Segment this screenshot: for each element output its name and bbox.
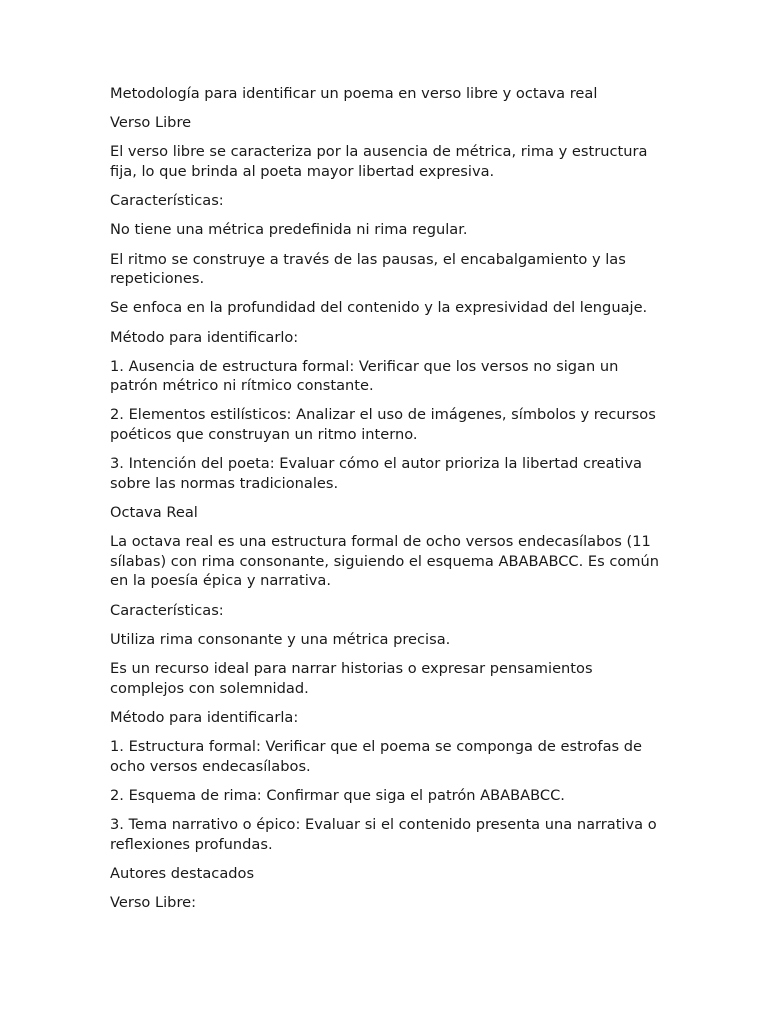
paragraph: Es un recurso ideal para narrar historias o expresar pensamientos complejos con solemnidad.: [110, 659, 593, 697]
list-item: 3. Tema narrativo o épico: Evaluar si el contenido presenta una narrativa o reflexiones profundas.: [110, 815, 657, 853]
document-page: [110, 84, 662, 922]
subheading-metodo: Método para identificarlo:: [110, 328, 299, 346]
subheading-caracteristicas: Características:: [110, 601, 224, 619]
list-item: 2. Esquema de rima: Confirmar que siga el patrón ABABABCC.: [110, 786, 565, 804]
paragraph: No tiene una métrica predefinida ni rima regular.: [110, 221, 468, 239]
paragraph: Se enfoca en la profundidad del contenido y la expresividad del lenguaje.: [110, 299, 648, 317]
section-heading-verso-libre: Verso Libre: [110, 114, 192, 132]
paragraph: El verso libre se caracteriza por la ausencia de métrica, rima y estructura fija, lo que brinda al poeta mayor libertad expresiva.: [110, 143, 648, 180]
list-item: 1. Ausencia de estructura formal: Verificar que los versos no sigan un patrón métrico ni rítmico constante.: [110, 357, 619, 395]
subheading-verso-libre: Verso Libre:: [110, 893, 197, 911]
section-heading-octava-real: Octava Real: [110, 504, 198, 522]
paragraph: Utiliza rima consonante y una métrica precisa.: [110, 630, 451, 648]
subheading-metodo: Método para identificarla:: [110, 708, 299, 726]
paragraph: El ritmo se construye a través de las pausas, el encabalgamiento y las repeticiones.: [110, 250, 626, 288]
section-heading-autores: Autores destacados: [110, 864, 255, 882]
document-title: Metodología para identificar un poema en verso libre y octava real: [110, 85, 598, 102]
list-item: 2. Elementos estilísticos: Analizar el uso de imágenes, símbolos y recursos poéticos que construyan un ritmo interno.: [110, 406, 656, 444]
subheading-caracteristicas: Características:: [110, 192, 224, 210]
paragraph: La octava real es una estructura formal de ocho versos endecasílabos (11 sílabas) con rima consonante, siguiendo el esquema ABABABCC. Es común en la poesía épica y narrativa.: [110, 533, 659, 590]
list-item: 1. Estructura formal: Verificar que el poema se componga de estrofas de ocho versos endecasílabos.: [110, 737, 643, 775]
list-item: 3. Intención del poeta: Evaluar cómo el autor prioriza la libertad creativa sobre las normas tradicionales.: [110, 455, 642, 492]
